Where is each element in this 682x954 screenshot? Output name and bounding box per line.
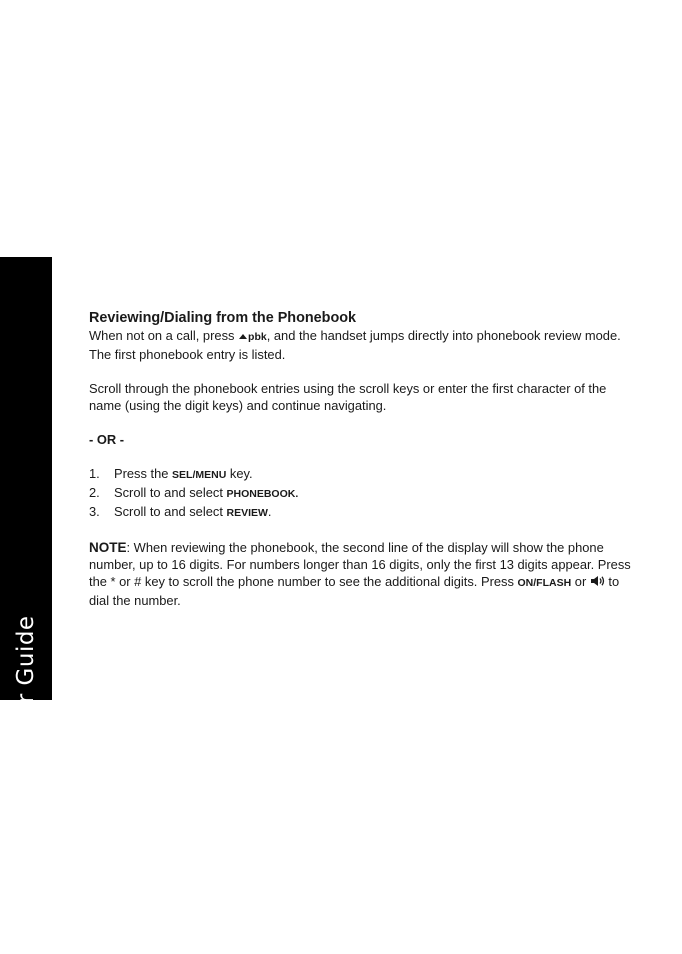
main-content <box>89 309 639 609</box>
note-label: NOTE <box>89 540 127 555</box>
step-number: 2. <box>89 485 100 500</box>
on-flash-key: ON/FLASH <box>517 577 572 589</box>
steps-list <box>89 465 639 522</box>
list-item: 3. Scroll to and select REVIEW. <box>89 503 639 522</box>
or-separator: - OR - <box>89 432 125 447</box>
speaker-icon <box>590 574 605 591</box>
sel-menu-key: SEL/MENU <box>172 469 227 481</box>
step-number: 1. <box>89 466 100 481</box>
note-text: : When reviewing the phonebook, the second line of the display will show the phone number, up to 16 digits. For numbers longer than 16 digits, only the first 13 digits appear. Press the * or # key to scroll the phone number to see the additional digits. Press <box>89 540 631 589</box>
intro-paragraph <box>89 327 639 363</box>
step-number: 3. <box>89 504 100 519</box>
side-tab <box>0 257 52 913</box>
list-item: 1. Press the SEL/MENU key. <box>89 465 639 484</box>
pbk-key-label: pbk <box>248 331 267 343</box>
guide-title: MD7151 User Guide <box>13 615 39 855</box>
intro-before: When not on a call, press <box>89 328 239 343</box>
section-heading: Reviewing/Dialing from the Phonebook <box>89 310 357 326</box>
list-item: 2. Scroll to and select PHONEBOOK. <box>89 484 639 503</box>
intro-after: , and the handset jumps directly into phonebook review mode. The first phonebook entry is listed. <box>89 328 621 362</box>
scroll-paragraph: Scroll through the phonebook entries using the scroll keys or enter the first character of the name (using the digit keys) and continue navigating. <box>89 381 607 413</box>
phonebook-key: PHONEBOOK. <box>226 488 299 500</box>
review-key: REVIEW <box>226 507 268 519</box>
page-number: 22 <box>18 898 34 913</box>
note-paragraph: NOTE: When reviewing the phonebook, the second line of the display will show the phone number, up to 16 digits. For numbers longer than 16 digits, only the first 13 digits appear. Press the * or # key to scroll the phone number to see the additional digits. Press ON/FLASH or to dial the number. <box>89 540 631 608</box>
up-arrow-icon <box>238 328 248 345</box>
